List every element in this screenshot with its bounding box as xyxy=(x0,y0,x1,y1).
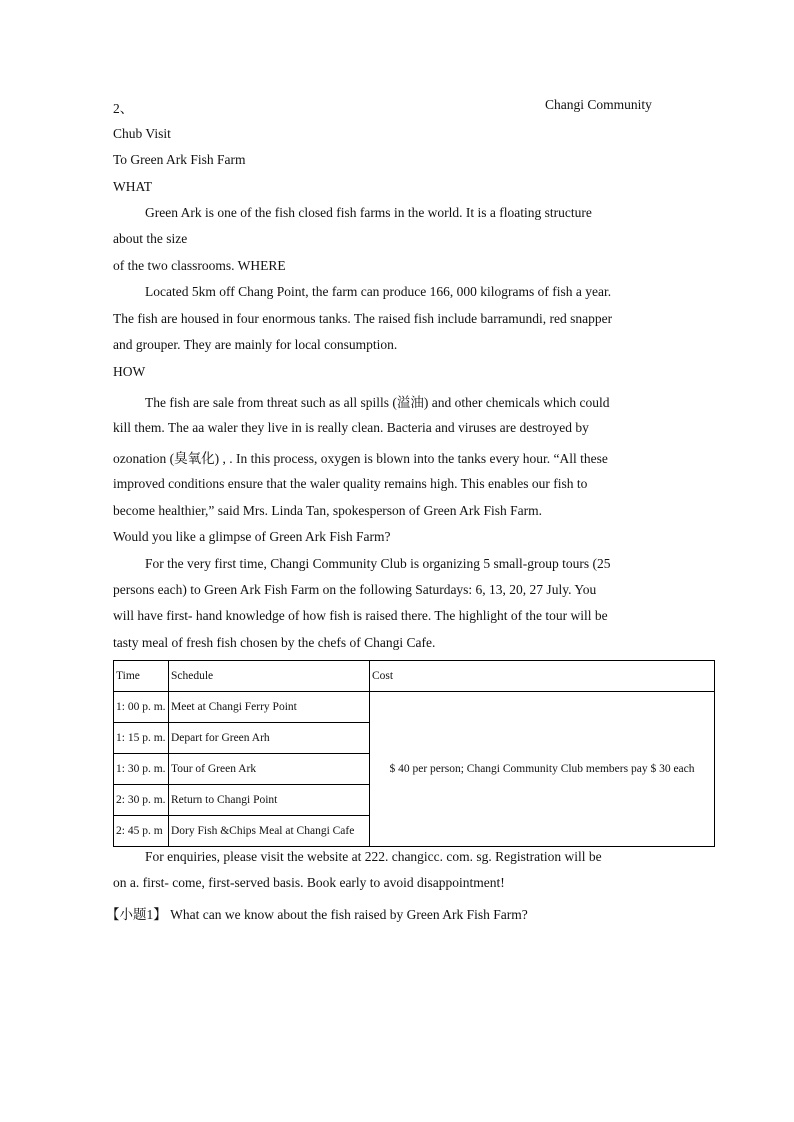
section-heading-what: WHAT xyxy=(113,179,152,194)
row-time: 1: 00 p. m. xyxy=(114,692,169,723)
header-title-line3: To Green Ark Fish Farm xyxy=(113,152,246,167)
row-schedule: Tour of Green Ark xyxy=(169,754,370,785)
where-line-1: Located 5km off Chang Point, the farm can produce 166, 000 kilograms of fish a year. xyxy=(145,284,612,299)
what-line-1: Green Ark is one of the fish closed fish farms in the world. It is a floating structure xyxy=(145,205,592,220)
enquiries-line-2: on a. first- come, first-served basis. Book early to avoid disappointment! xyxy=(113,875,505,890)
row-schedule: Depart for Green Arh xyxy=(169,723,370,754)
header-title-right: Changi Community xyxy=(545,97,652,112)
how-line-3: ozonation (臭氧化) , . In this process, oxygen is blown into the tanks every hour. “All these xyxy=(113,451,608,466)
row-time: 2: 30 p. m. xyxy=(114,785,169,816)
how-line-2: kill them. The aa waler they live in is really clean. Bacteria and viruses are destroyed by xyxy=(113,420,589,435)
table-header-time: Time xyxy=(114,661,169,692)
what-line-2: about the size xyxy=(113,231,188,246)
question-text: 【小题1】 What can we know about the fish raised by Green Ark Fish Farm? xyxy=(106,907,528,922)
what-line-3: of the two classrooms. WHERE xyxy=(113,258,286,273)
glimpse-line-3: will have first- hand knowledge of how fish is raised there. The highlight of the tour will be xyxy=(113,608,608,623)
how-line-5: become healthier,” said Mrs. Linda Tan, spokesperson of Green Ark Fish Farm. xyxy=(113,503,543,518)
glimpse-heading: Would you like a glimpse of Green Ark Fish Farm? xyxy=(113,529,391,544)
question-number: 2、 xyxy=(113,101,134,116)
schedule-table xyxy=(113,660,715,847)
section-heading-how: HOW xyxy=(113,364,146,379)
header-title-line2: Chub Visit xyxy=(113,126,171,141)
cost-cell: $ 40 per person; Changi Community Club members pay $ 30 each xyxy=(370,692,715,847)
glimpse-line-4: tasty meal of fresh fish chosen by the chefs of Changi Cafe. xyxy=(113,635,436,650)
how-line-1: The fish are sale from threat such as all spills (溢油) and other chemicals which could xyxy=(145,395,610,410)
where-line-2: The fish are housed in four enormous tanks. The raised fish include barramundi, red snapper xyxy=(113,311,613,326)
glimpse-line-2: persons each) to Green Ark Fish Farm on the following Saturdays: 6, 13, 20, 27 July. You xyxy=(113,582,597,597)
table-header-cost: Cost xyxy=(370,661,715,692)
glimpse-line-1: For the very first time, Changi Community Club is organizing 5 small-group tours (25 xyxy=(145,556,611,571)
row-time: 2: 45 p. m xyxy=(114,816,169,847)
table-row xyxy=(114,692,715,723)
how-line-4: improved conditions ensure that the waler quality remains high. This enables our fish to xyxy=(113,476,588,491)
row-schedule: Dory Fish &Chips Meal at Changi Cafe xyxy=(169,816,370,847)
where-line-3: and grouper. They are mainly for local consumption. xyxy=(113,337,398,352)
row-schedule: Meet at Changi Ferry Point xyxy=(169,692,370,723)
table-header-schedule: Schedule xyxy=(169,661,370,692)
row-time: 1: 15 p. m. xyxy=(114,723,169,754)
row-schedule: Return to Changi Point xyxy=(169,785,370,816)
table-header-row xyxy=(114,661,715,692)
row-time: 1: 30 p. m. xyxy=(114,754,169,785)
enquiries-line-1: For enquiries, please visit the website at 222. changicc. com. sg. Registration will be xyxy=(145,849,602,864)
